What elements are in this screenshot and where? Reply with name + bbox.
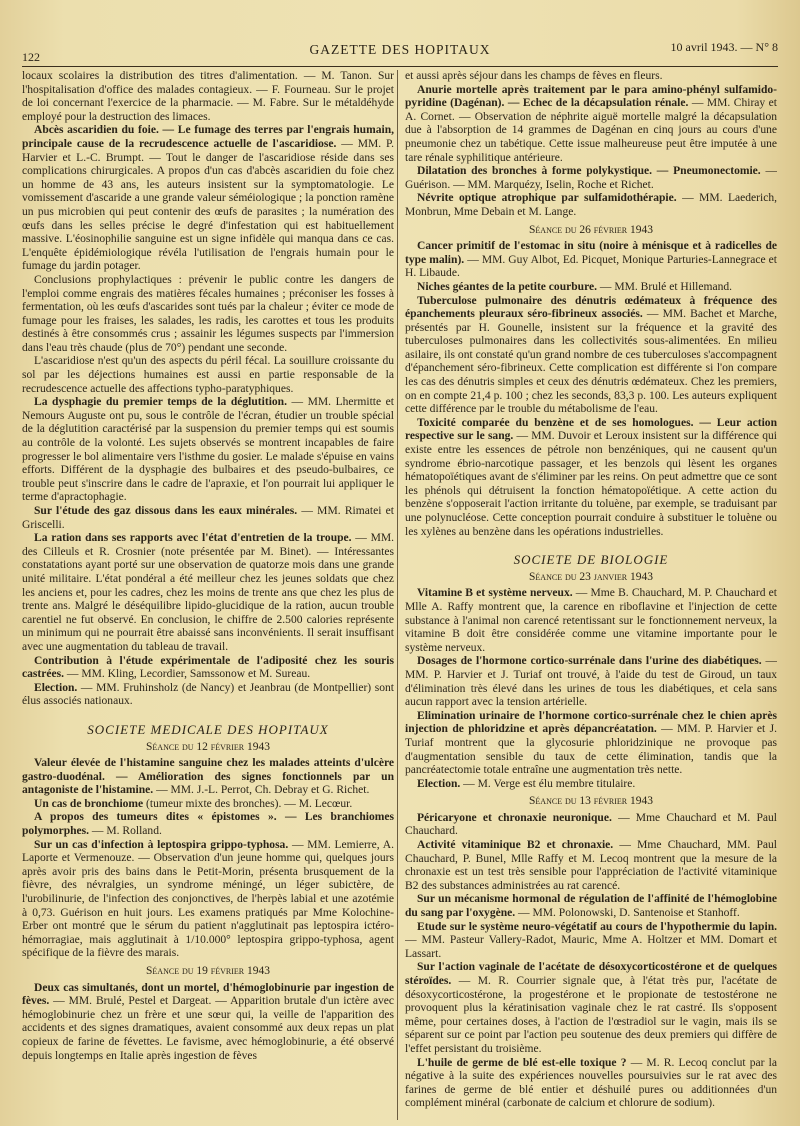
seance-heading: Séance du 23 janvier 1943 (529, 570, 653, 583)
article-body: — MM. Fruhinsholz (de Nancy) et Jeanbrau (de Montpellier) sont élus associés nationaux. (22, 681, 394, 708)
article-body: — MM. Chiray et A. Cornet. — Observation de néphrite aiguë mortelle malgré la décapsulation due à l'absorption de 14 grammes de Dagénan en cinq jours au cours d'une pneumonie chez un tabétique. Cette issue malheureuse peut être imputée à une tare rénale syphilitique antérieure. (405, 97, 777, 164)
article-ration (22, 532, 394, 654)
article-title: L'huile de germe de blé est-elle toxique ? (417, 1056, 627, 1069)
section-heading: SOCIETE DE BIOLOGIE (513, 552, 669, 568)
article-b2 (405, 839, 777, 893)
paragraph: Conclusions prophylactiques : prévenir le public contre les dangers de l'emploi comme engrais des matières fécales humaines ; préconiser les fosses à fermentation, où les œufs d'ascarides sont tués par la chaleur ; éviter ce mode de fumage pour les fraises, les salades, les radis, les carottes et tous les produits destinés à être consommés crus ; assainir les légumes suspects par l'immersion dans l'eau très chaude (plus de 70°) pendant une seconde. (22, 273, 394, 354)
article-body: — MM. Laederich, Monbrun, Mme Debain et M. Lange. (405, 192, 777, 218)
article-vitamine-b (405, 587, 777, 655)
article-title: Vitamine B et système nerveux. (417, 587, 573, 600)
page-header (22, 36, 778, 64)
article-body: — MM. P. Harvier et J. Turiaf montrent que la glycosurie phloridzinique ne provoque pas d'augmentation sensible du taux de cette élimination, tandis que la pancréatectomie totale entraîne une augmentation très nette. (405, 723, 777, 777)
article-title: Activité vitaminique B2 et chronaxie. (417, 839, 614, 852)
article-histamine (22, 757, 394, 798)
article-body: — Mme B. Chauchard, M. P. Chauchard et Mlle A. Raffy montrent que, la carence en riboflavine et l'injection de cette substance à l'animal non carencé retentissant sur le fonctionnement nerveux, la vitamine B doit être considérée comme une vitamine importante pour le système nerveux. (405, 587, 777, 654)
article-title: Cancer primitif de l'estomac in situ (noire à ménisque et à radicelles de type malin). (405, 240, 777, 266)
article-hypothermie (405, 921, 777, 962)
paragraph: et aussi après séjour dans les champs de fèves en fleurs. (405, 70, 663, 82)
article-body: — M. R. Lecoq conclut par la négative à la suite des expériences nouvelles poursuivies sur le rat avec des farines de germe de blé entier et déshuilé pures ou additionnées d'un complément minéral (carbonate de calcium et chlorure de sodium). (405, 1056, 777, 1110)
article-title: Etude sur le système neuro-végétatif au cours de l'hypothermie du lapin. (417, 920, 777, 933)
right-column (405, 70, 777, 1122)
article-title: Election. (417, 777, 461, 790)
article-dilatation (405, 165, 777, 192)
article-nevrite (405, 192, 777, 219)
article-body: — MM. Bachet et Marche, présentés par H. Gounelle, insistent sur la fréquence et la gravité des tuberculoses pulmonaires dans les collectivités sous-alimentées. En milieu asilaire, ils ont constaté qu'un grand nombre de ces tuberculoses s'accompagnent d'épanchement séro-fibrineux. Cette complication est différente si l'on compare les cas des dénutris simples et ceux des dénutris œdémateux. Chez les premiers, on en compte 21,4 p. 100 ; chez les seconds, 83,3 p. 100. Les auteurs expliquent cette différence par le trouble du métabolisme de l'eau. (405, 308, 777, 416)
article-epistomes (22, 811, 394, 838)
article-body: — MM. Pasteur Vallery-Radot, Mauric, Mme A. Holtzer et MM. Domart et Lassart. (405, 934, 777, 960)
article-adiposite (22, 655, 394, 682)
article-title: Election. (34, 681, 78, 694)
article-title: Anurie mortelle après traitement par le para amino-phényl sulfamido-pyridine (Dagénan). — Echec de la décapsulation rénale. (405, 83, 777, 110)
article-anurie (405, 84, 777, 166)
article-body: — M. R. Courrier signale que, à l'état très pur, l'acétate de désoxycorticostérone, la progestérone et le propionate de testostérone ne provoquent plus la kératinisation vaginale chez le rat castré. Ils s'opposent même, pour certaines doses, à l'action de l'œstradiol sur le vagin, mais ils se séparent sur ce point par l'action peu soutenue des deux premiers qui diffère de l'effet persistant du troisième. (405, 975, 777, 1055)
article-pericaryone (405, 812, 777, 839)
article-title: Névrite optique atrophique par sulfamidothérapie. (417, 192, 677, 205)
article-feves (22, 982, 394, 1064)
article-body: — MM. P. Harvier et J. Turiaf ont trouvé, à l'aide du test de Giroud, un taux d'élimination très élevé dans les urines de tous les diabétiques, et cela sans aucun rapport avec la tension artérielle. (405, 655, 777, 709)
seance-heading: Séance du 26 février 1943 (529, 223, 653, 236)
header-rule (22, 66, 778, 67)
article-acetate (405, 961, 777, 1056)
column-divider (397, 70, 398, 1120)
article-body: — MM. Duvoir et Leroux insistent sur la différence qui existe entre les essences de pétrole non benzéniques, qui ne causent qu'un syndrome ébrio-narcotique passager, et les benzols qui lèsent les organes hématopoïétiques avant de s'éliminer par les reins. On peut admettre que ce sont les phénols qui détruisent la fonction hématopoïétique. A cette action du benzène s'opposerait l'action irritante du toluène, par exemple, se traduisant par une polynucléose. Cette conception pourrait conduire à substituer le toluène ou les xylènes au benzène dans les opérations industrielles. (405, 430, 777, 538)
article-dysphagie (22, 396, 394, 505)
article-title: Niches géantes de la petite courbure. (417, 280, 598, 293)
article-title: A propos des tumeurs dites « épistomes ». — Les branchiomes polymorphes. (22, 811, 394, 838)
left-column (22, 70, 394, 1122)
article-tuberculose (405, 295, 777, 417)
article-gaz (22, 505, 394, 532)
journal-title: GAZETTE DES HOPITAUX (309, 42, 491, 57)
article-title: Dosages de l'hormone cortico-surrénale dans l'urine des diabétiques. (417, 655, 762, 668)
issue-date: 10 avril 1943. — N° 8 (670, 40, 778, 54)
article-body: — MM. Guy Albot, Ed. Picquet, Monique Parturies-Lannegrace et H. Libaude. (405, 253, 777, 280)
article-title: Sur l'action vaginale de l'acétate de désoxycorticostérone et de quelques stéroïdes. (405, 961, 777, 987)
paragraph: locaux scolaires la distribution des titres d'alimentation. — M. Tanon. Sur l'hospitalisation d'office des malades contagieux. — F. Fourneau. Sur le projet de loi concernant l'exercice de la pharmacie. — M. Fabre. Sur le métaldéhyde employé pour la destruction des limaces. (22, 70, 394, 123)
article-dosages (405, 655, 777, 709)
article-title: Sur l'étude des gaz dissous dans les eaux minérales. (34, 505, 298, 517)
article-body: — MM. P. Harvier et L.-C. Brumpt. — Tout le danger de l'ascaridiose réside dans ses complications chirurgicales. A propos d'un cas d'abcès ascaridien du foie chez un homme de 43 ans, les auteurs insistent sur la symptomatologie. Le vomissement d'ascaride a une grande valeur séméiologique ; la ponction ramène un pus microbien qui peut contenir des œufs de parasites ; la numération des œufs dans les selles précise le degré d'infestation qui est habituellement massive. L'éosinophilie sanguine est un signe infidèle qui manqua dans ce cas. L'enquête épidémiologique révéla l'utilisation de l'engrais humain pour le fumage du jardin potager. (22, 137, 394, 273)
page-number: 122 (22, 50, 40, 64)
article-body: — MM. J.-L. Perrot, Ch. Debray et G. Richet. (153, 784, 370, 797)
article-huile (405, 1057, 777, 1111)
seance-heading: Séance du 12 février 1943 (146, 740, 270, 753)
article-body: (tumeur mixte des bronches). — M. Lecœur. (143, 797, 353, 810)
article-title: Toxicité comparée du benzène et de ses homologues. — Leur action respective sur le sang. (405, 416, 777, 443)
paragraph: L'ascaridiose n'est qu'un des aspects du péril fécal. La souillure croissante du sol par les déjections humaines est aussi en partie responsable de la recrudescence actuelle des affections typho-paratyphiques. (22, 355, 394, 395)
article-title: Péricaryone et chronaxie neuronique. (417, 811, 612, 824)
section-heading: SOCIETE MEDICALE DES HOPITAUX (87, 721, 329, 737)
seance-heading: Séance du 19 février 1943 (146, 965, 270, 977)
article-body: — MM. Brulé et Hillemand. (597, 280, 733, 293)
article-leptospira (22, 839, 394, 961)
article-body: — MM. Rimatei et Griscelli. (22, 505, 394, 531)
article-cancer (405, 240, 777, 281)
article-body: — MM. Brulé, Pestel et Dargeat. — Apparition brutale d'un ictère avec hémoglobinurie chez un frère et une sœur qui, la veille de l'apparition des accidents et des signes dramatiques, avaient consommé aux deux repas un plat copieux de farine de févettes. Le favisme, avec hémoglobinurie, a été observé depuis longtemps en Italie après ingestion de fèves (22, 995, 394, 1062)
article-elimination (405, 710, 777, 778)
article-body: — MM. Lemierre, A. Laporte et Vermenouze. — Observation d'un jeune homme qui, quelques jours après avoir pris des bains dans le Petit-Morin, présenta brusquement de la fièvre, des névralgies, un syndrome méningé, un léger subictère, de l'urobilinurie, de l'infection des conjonctives, de l'herpès labial et une azotémie à 0,73. Guérison en huit jours. Les examens pratiqués par Mme Kolochine-Erber ont montré que le sérum du patient n'agglutinait pas leptospira ictéro-hémorragiae, mais agglutinait à 1/10.000° leptospira grippo-typhosa, agent spécifique de la fièvre des marais. (22, 838, 394, 960)
article-title: Deux cas simultanés, dont un mortel, d'hémoglobinurie par ingestion de fèves. (22, 981, 394, 1008)
article-body: — MM. Polonowski, D. Santenoise et Stanhoff. (515, 907, 740, 920)
seance-heading: Séance du 13 février 1943 (529, 795, 653, 808)
article-title: Dilatation des bronches à forme polykystique. — Pneumonectomie. (417, 165, 761, 178)
article-title: Un cas de bronchiome (34, 797, 144, 810)
article-abces (22, 124, 394, 274)
article-title: Elimination urinaire de l'hormone cortico-surrénale chez le chien après injection de phloridzine et après dépancréatation. (405, 709, 777, 736)
article-title: Sur un cas d'infection à leptospira grippo-typhosa. (34, 838, 289, 851)
article-hemoglobine (405, 893, 777, 920)
article-body: — Mme Chauchard et M. Paul Chauchard. (405, 811, 777, 838)
article-title: Sur un mécanisme hormonal de régulation de l'affinité de l'hémoglobine du sang par l'oxygène. (405, 893, 777, 920)
article-body: — Guérison. — MM. Marquézy, Iselin, Roche et Richet. (405, 165, 777, 191)
article-title: Abcès ascaridien du foie. — Le fumage des terres par l'engrais humain, principale cause de la recrudescence actuelle de l'ascaridiose. (22, 124, 394, 150)
article-benzene (405, 417, 777, 539)
article-title: La ration dans ses rapports avec l'état d'entretien de la troupe. (34, 532, 352, 545)
article-election (405, 778, 777, 792)
article-title: Valeur élevée de l'histamine sanguine chez les malades atteints d'ulcère gastro-duodénal. — Amélioration des signes fonctionnels par un antagoniste de l'histamine. (22, 757, 394, 797)
article-body: — MM. Kling, Lecordier, Samssonow et M. Sureau. (64, 668, 311, 681)
article-title: Tuberculose pulmonaire des dénutris œdémateux à fréquence des épanchements pleuraux séro-fibrineux associés. (405, 294, 777, 321)
article-body: — M. Rolland. (89, 825, 162, 838)
article-body: — MM. des Cilleuls et R. Crosnier (note présentée par M. Binet). — Intéressantes constatations ayant porté sur une observation de quatorze mois dans une grande unité militaire. L'état pondéral a été meilleur chez les jeunes soldats que chez les anciens et, pour les cadres, chez les moins de trente ans que chez les plus de trente ans. Malgré le déséquilibre lipido-glucidique de la ration, aucun trouble carentiel ne fut observé. En conclusion, le chiffre de 2.500 calories représente un minimum qui ne pourrait être abaissé sans inconvénients. Il serait insuffisant avec une augmentation du tableau de travail. (22, 532, 394, 653)
article-body: — M. Verge est élu membre titulaire. (460, 777, 636, 790)
article-election (22, 682, 394, 709)
article-niches (405, 281, 777, 295)
article-bronchiome (22, 798, 394, 812)
article-body: — Mme Chauchard, MM. Paul Chauchard, P. Bunel, Mlle Raffy et M. Lecoq montrent que la mesure de la chronaxie est un test très sensible pour l'appréciation de l'activité vitaminique B2 des substances administrées au rat carencé. (405, 839, 777, 892)
article-body: — MM. Lhermitte et Nemours Auguste ont pu, sous le contrôle de l'écran, étudier un trouble spécial de la déglutition caractérisé par la suspension du premier temps qui est soumis au contrôle de la volonté. Les sujets observés se montrent incapables de faire progresser le bol alimentaire vers l'isthme du gosier. Le malade s'épuise en vains efforts. Différent de la dysphagie des bulbaires et des pseudo-bulbaires, ce trouble peut s'inscrire dans le cadre de l'apraxie, et l'on pourrait lui appliquer le terme d'apractophagie. (22, 396, 394, 504)
article-title: Contribution à l'étude expérimentale de l'adiposité chez les souris castrées. (22, 654, 394, 681)
article-title: La dysphagie du premier temps de la déglutition. (34, 396, 287, 409)
